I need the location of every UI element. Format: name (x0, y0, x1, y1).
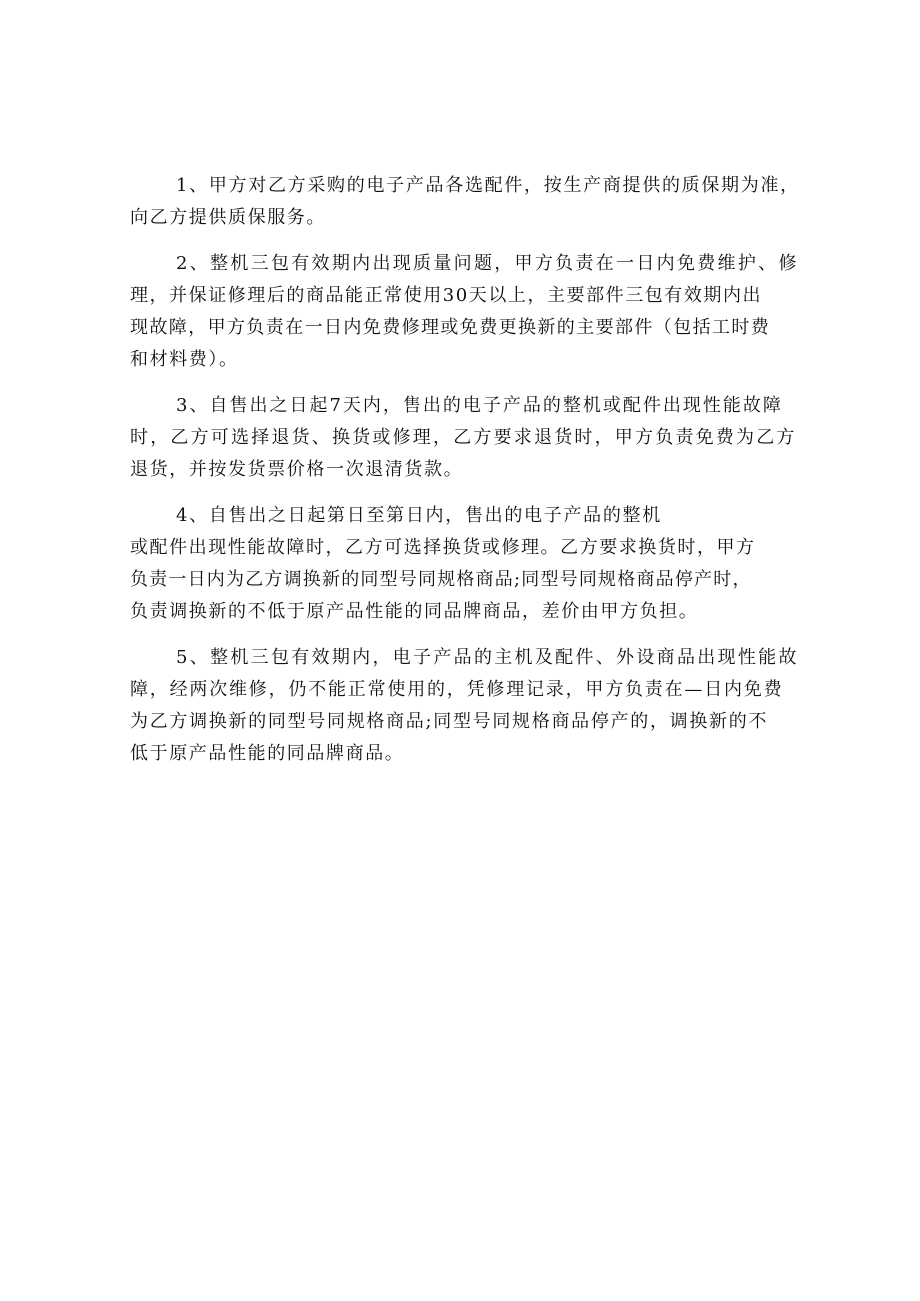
document-body (130, 170, 800, 784)
clause-3 (130, 390, 800, 486)
clause-4-line-1: 4、自售出之日起第日至第日内，售出的电子产品的整机 (176, 505, 662, 526)
clause-1-line-1: 1、甲方对乙方采购的电子产品各选配件，按生产商提供的质保期为准， (176, 175, 800, 196)
clause-3-line-3: 退货，并按发货票价格一次退清货款。 (130, 459, 464, 480)
clause-3-line-2: 时，乙方可选择退货、换货或修理，乙方要求退货时，甲方负责免费为乙方 (130, 427, 797, 448)
clause-5-line-1: 5、整机三包有效期内，电子产品的主机及配件、外设商品出现性能故 (176, 647, 799, 668)
clause-4-line-3: 负责一日内为乙方调换新的同型号同规格商品;同型号同规格商品停产时， (130, 569, 752, 590)
clause-2-line-3: 现故障，甲方负责在一日内免费修理或免费更换新的主要部件（包括工时费 (130, 317, 771, 338)
clause-1 (130, 170, 800, 234)
clause-4 (130, 500, 800, 628)
clause-5-line-4: 低于原产品性能的同品牌商品。 (130, 743, 405, 764)
clause-4-line-2: 或配件出现性能故障时，乙方可选择换货或修理。乙方要求换货时，甲方 (130, 537, 756, 558)
clause-2 (130, 248, 800, 376)
clause-2-line-1: 2、整机三包有效期内出现质量问题，甲方负责在一日内免费维护、修 (176, 253, 799, 274)
clause-5-line-2: 障，经两次维修，仍不能正常使用的，凭修理记录，甲方负责在—日内免费 (130, 679, 784, 700)
clause-2-line-4: 和材料费）。 (130, 349, 239, 370)
clause-5-line-3: 为乙方调换新的同型号同规格商品;同型号同规格商品停产的，调换新的不 (130, 711, 769, 732)
clause-5 (130, 642, 800, 770)
clause-1-line-2: 向乙方提供质保服务。 (130, 207, 326, 228)
clause-2-line-2: 理，并保证修理后的商品能正常使用30天以上，主要部件三包有效期内出 (130, 285, 763, 306)
clause-3-line-1: 3、自售出之日起7天内，售出的电子产品的整机或配件出现性能故障 (176, 395, 783, 416)
clause-4-line-4: 负责调换新的不低于原产品性能的同品牌商品，差价由甲方负担。 (130, 601, 699, 622)
